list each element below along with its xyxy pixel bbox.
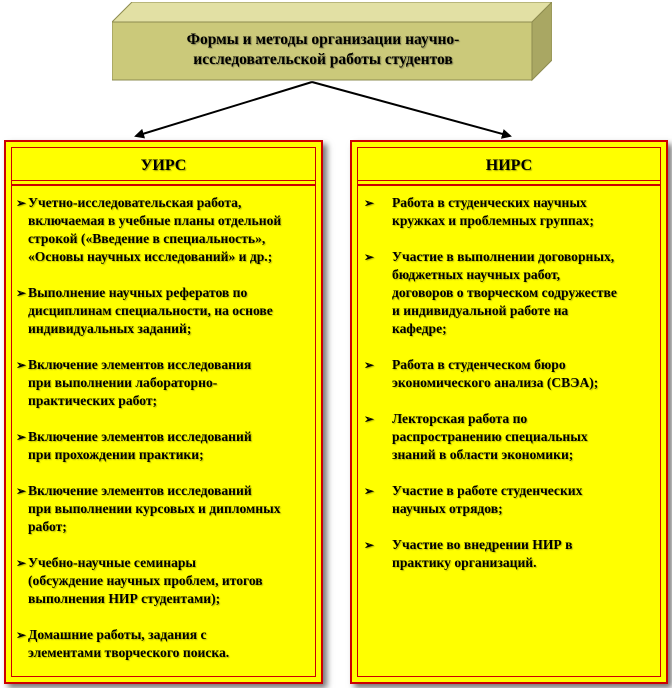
list-item xyxy=(12,284,315,338)
uirs-title: УИРС xyxy=(12,148,315,186)
list-item-text: Участие в выполнении договорных, бюджетных научных работ, договоров о творческом содружестве и индивидуальной работе на кафедре; xyxy=(392,249,617,336)
list-item xyxy=(358,482,660,518)
arrow-bullet-icon: ➢ xyxy=(16,484,27,498)
list-item xyxy=(12,428,315,464)
list-item-text: Работа в студенческом бюро экономического анализа (СВЭА); xyxy=(392,357,599,390)
list-item xyxy=(12,626,315,662)
list-item-text: Включение элементов исследований при прохождении практики; xyxy=(28,429,252,462)
list-item-text: Лекторская работа по распространению специальных знаний в области экономики; xyxy=(392,411,588,462)
arrow-to-uirs xyxy=(136,82,312,136)
arrow-bullet-icon: ➢ xyxy=(16,286,27,300)
nirs-panel xyxy=(350,140,668,684)
list-item xyxy=(358,356,660,392)
list-item-text: Участие в работе студенческих научных отрядов; xyxy=(392,483,583,516)
nirs-list xyxy=(358,194,660,590)
connector-arrows xyxy=(0,0,672,150)
list-item-text: Участие во внедрении НИР в практику организаций. xyxy=(392,537,573,570)
list-item-text: Включение элементов исследований при выполнении курсовых и дипломных работ; xyxy=(28,483,281,534)
list-item-text: Домашние работы, задания с элементами творческого поиска. xyxy=(28,627,230,660)
list-item xyxy=(12,554,315,608)
list-item xyxy=(12,482,315,536)
diagram-title: Формы и методы организации научно- исследовательской работы студентов xyxy=(186,31,460,68)
uirs-list xyxy=(12,194,315,680)
list-item xyxy=(12,194,315,266)
nirs-panel-frame xyxy=(357,147,661,677)
arrow-bullet-icon: ➢ xyxy=(16,556,27,570)
arrow-bullet-icon: ➢ xyxy=(364,358,375,372)
list-item-text: Работа в студенческих научных кружках и проблемных группах; xyxy=(392,195,594,228)
list-item-text: Выполнение научных рефератов по дисциплинам специальности, на основе индивидуальных заданий; xyxy=(28,285,273,336)
arrow-bullet-icon: ➢ xyxy=(364,484,375,498)
arrow-bullet-icon: ➢ xyxy=(364,196,375,210)
list-item xyxy=(358,536,660,572)
arrow-to-nirs xyxy=(312,82,510,136)
list-item xyxy=(358,194,660,230)
arrow-bullet-icon: ➢ xyxy=(364,412,375,426)
list-item-text: Учебно-научные семинары (обсуждение научных проблем, итогов выполнения НИР студентами); xyxy=(28,555,263,606)
arrow-bullet-icon: ➢ xyxy=(16,358,27,372)
arrow-bullet-icon: ➢ xyxy=(364,250,375,264)
nirs-title: НИРС xyxy=(358,148,660,186)
uirs-panel-frame xyxy=(11,147,316,677)
uirs-panel xyxy=(4,140,323,684)
list-item xyxy=(358,248,660,338)
list-item xyxy=(12,356,315,410)
arrow-bullet-icon: ➢ xyxy=(364,538,375,552)
arrow-bullet-icon: ➢ xyxy=(16,196,27,210)
list-item xyxy=(358,410,660,464)
arrow-bullet-icon: ➢ xyxy=(16,628,27,642)
list-item-text: Учетно-исследовательская работа, включаемая в учебные планы отдельной строкой («Введение в специальность», «Основы научных исследований» и др.; xyxy=(28,195,282,264)
arrow-bullet-icon: ➢ xyxy=(16,430,27,444)
list-item-text: Включение элементов исследования при выполнении лабораторно- практических работ; xyxy=(28,357,252,408)
